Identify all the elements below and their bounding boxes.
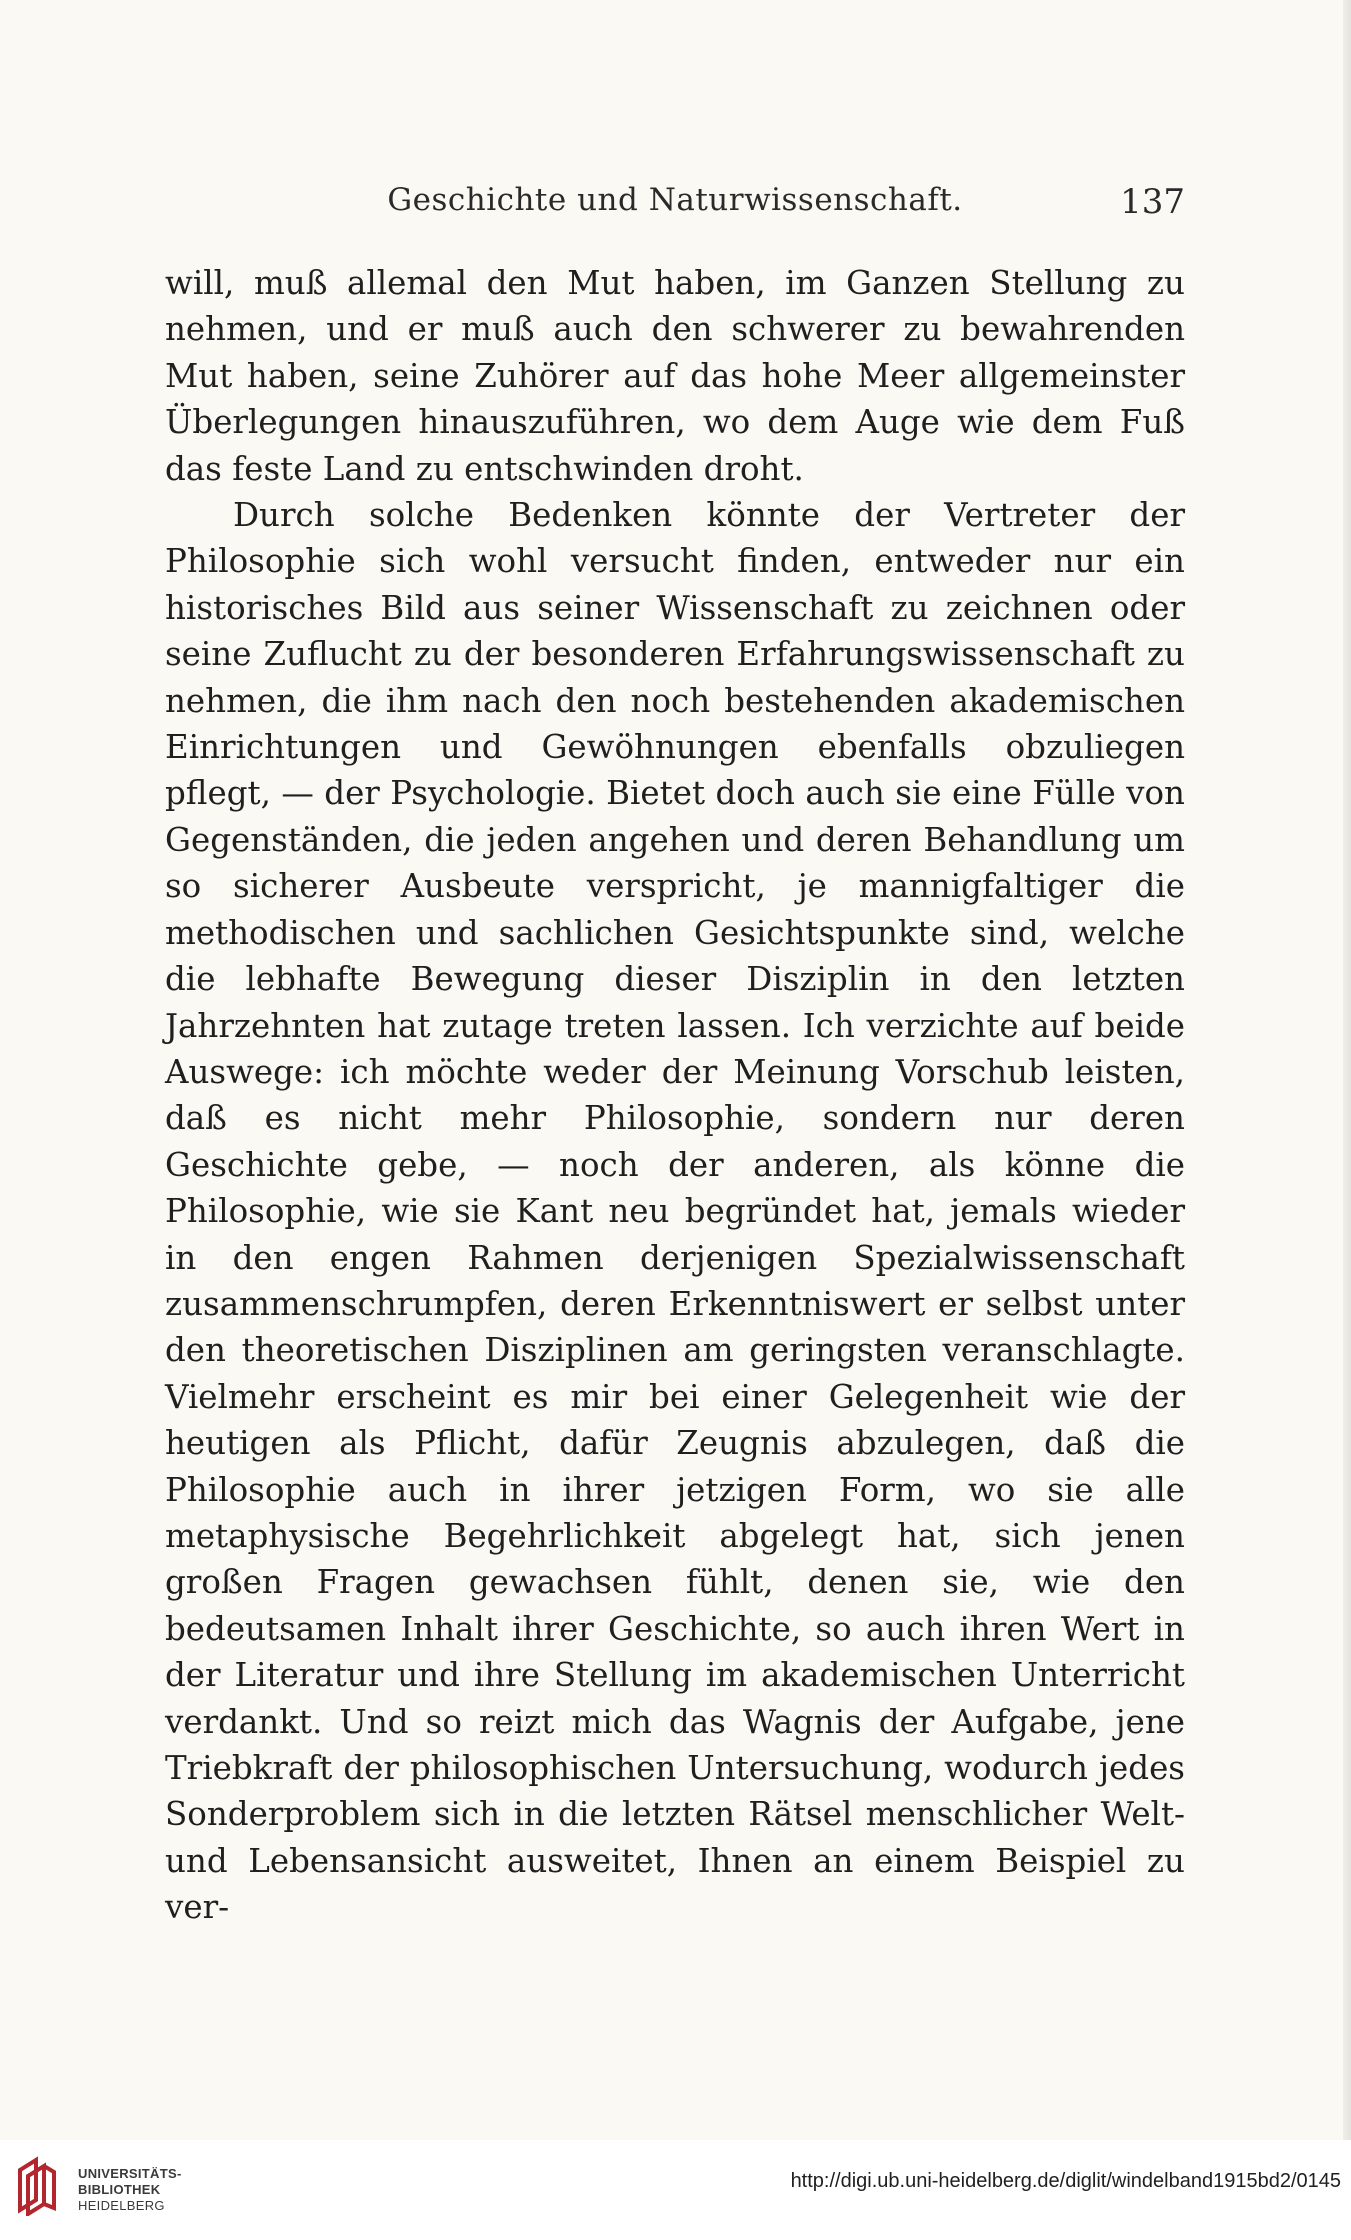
running-head	[165, 182, 1185, 226]
university-library-logo-icon[interactable]	[14, 2156, 60, 2216]
page-number: 137	[1120, 182, 1185, 222]
library-name-line-2: BIBLIOTHEK	[78, 2182, 161, 2197]
source-url-link[interactable]: http://digi.ub.uni-heidelberg.de/diglit/windelband1915bd2/0145	[790, 2170, 1341, 2192]
library-name[interactable]	[78, 2166, 182, 2214]
running-title: Geschichte und Naturwissenschaft.	[387, 182, 963, 218]
library-name-line-1: UNIVERSITÄTS-	[78, 2166, 182, 2181]
page-edge-shadow	[1343, 0, 1351, 2140]
body-text	[165, 260, 1185, 1931]
paragraph-2: Durch solche Bedenken könnte der Vertreter der Philosophie sich wohl versucht finden, entweder nur ein historisches Bild aus seiner Wissenschaft zu zeichnen oder seine Zuflucht zu der besonderen Erfahrungswissenschaft zu nehmen, die ihm nach den noch bestehenden akademischen Einrichtungen und Gewöhnungen ebenfalls obzuliegen pflegt, — der Psychologie. Bietet doch auch sie eine Fülle von Gegenständen, die jeden angehen und deren Behandlung um so sicherer Ausbeute verspricht, je mannigfaltiger die methodischen und sachlichen Gesichtspunkte sind, welche die lebhafte Bewegung dieser Disziplin in den letzten Jahrzehnten hat zutage treten lassen. Ich verzichte auf beide Auswege: ich möchte weder der Meinung Vorschub leisten, daß es nicht mehr Philosophie, sondern nur deren Geschichte gebe, — noch der anderen, als könne die Philosophie, wie sie Kant neu begründet hat, jemals wieder in den engen Rahmen derjenigen Spezialwissenschaft zusammenschrumpfen, deren Erkenntniswert er selbst unter den theoretischen Disziplinen am geringsten veranschlagte. Vielmehr erscheint es mir bei einer Gelegenheit wie der heutigen als Pflicht, dafür Zeugnis abzulegen, daß die Philosophie auch in ihrer jetzigen Form, wo sie alle metaphysische Begehrlichkeit abgelegt hat, sich jenen großen Fragen gewachsen fühlt, denen sie, wie den bedeutsamen Inhalt ihrer Geschichte, so auch ihren Wert in der Literatur und ihre Stellung im akademischen Unterricht verdankt. Und so reizt mich das Wagnis der Aufgabe, jene Triebkraft der philosophischen Untersuchung, wodurch jedes Sonderproblem sich in die letzten Rätsel menschlicher Welt- und Lebensansicht ausweitet, Ihnen an einem Beispiel zu ver-	[165, 496, 1185, 1927]
library-name-line-3: HEIDELBERG	[78, 2198, 165, 2213]
paragraph-1: will, muß allemal den Mut haben, im Ganzen Stellung zu nehmen, und er muß auch den schwerer zu bewahrenden Mut haben, seine Zuhörer auf das hohe Meer allgemeinster Überlegungen hinauszuführen, wo dem Auge wie dem Fuß das feste Land zu entschwinden droht.	[165, 264, 1185, 488]
